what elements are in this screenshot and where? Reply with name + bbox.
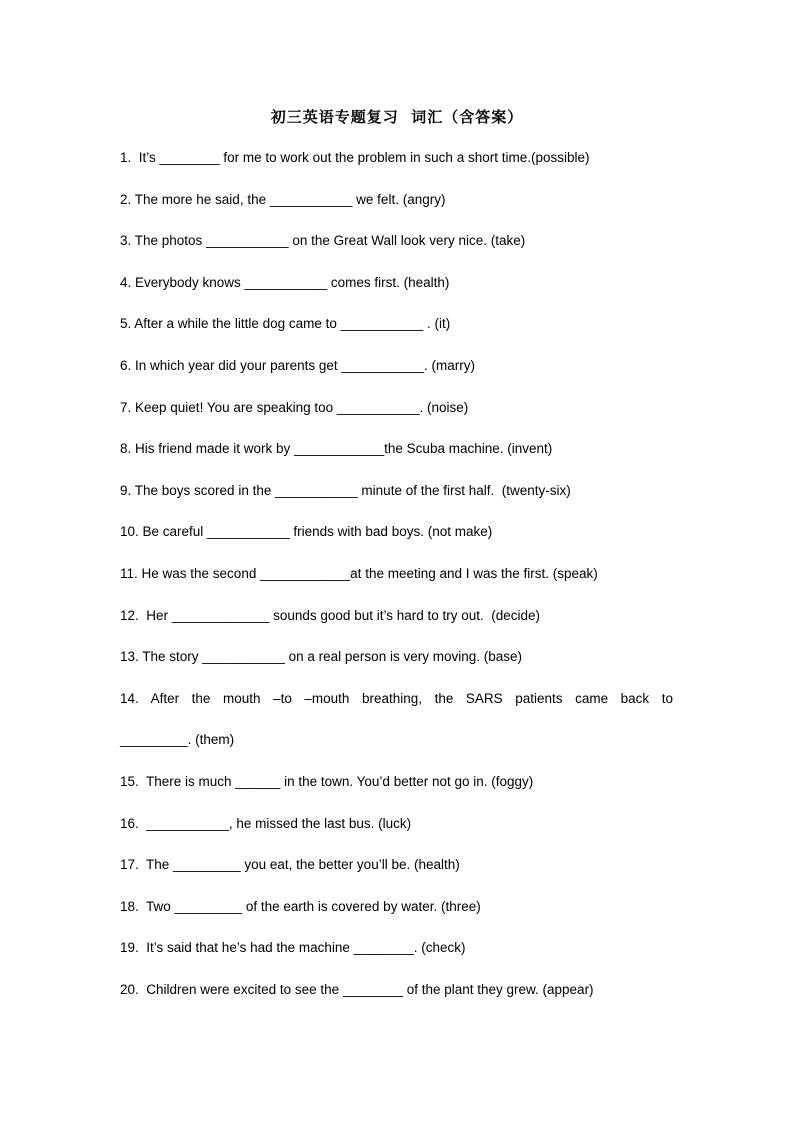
question-9: 9. The boys scored in the ___________ minute of the first half. (twenty-six) (120, 483, 571, 498)
question-2: 2. The more he said, the ___________ we felt. (angry) (120, 192, 446, 207)
page-title: 初三英语专题复习 词汇（含答案） (270, 108, 524, 126)
question-15: 15. There is much ______ in the town. You’d better not go in. (foggy) (120, 774, 534, 789)
question-18: 18. Two _________ of the earth is covered by water. (three) (120, 899, 481, 914)
question-11: 11. He was the second ____________at the meeting and I was the first. (speak) (120, 566, 598, 581)
question-20: 20. Children were excited to see the ________ of the plant they grew. (appear) (120, 982, 594, 997)
question-7: 7. Keep quiet! You are speaking too ___________. (noise) (120, 400, 469, 415)
question-10: 10. Be careful ___________ friends with bad boys. (not make) (120, 524, 493, 539)
question-5: 5. After a while the little dog came to ___________ . (it) (120, 316, 451, 331)
question-17: 17. The _________ you eat, the better you’ll be. (health) (120, 857, 460, 872)
question-14-line-2: _________. (them) (120, 732, 235, 747)
question-12: 12. Her _____________ sounds good but it’s hard to try out. (decide) (120, 608, 541, 623)
question-3: 3. The photos ___________ on the Great Wall look very nice. (take) (120, 233, 526, 248)
question-19: 19. It’s said that he’s had the machine ________. (check) (120, 940, 466, 955)
question-8: 8. His friend made it work by ____________the Scuba machine. (invent) (120, 441, 553, 456)
question-6: 6. In which year did your parents get ___________. (marry) (120, 358, 475, 373)
question-14-line-1: 14. After the mouth –to –mouth breathing, the SARS patients came back to (120, 691, 673, 706)
question-1: 1. It’s ________ for me to work out the problem in such a short time.(possible) (120, 150, 590, 165)
question-16: 16. ___________, he missed the last bus. (luck) (120, 816, 412, 831)
question-4: 4. Everybody knows ___________ comes first. (health) (120, 275, 450, 290)
question-13: 13. The story ___________ on a real person is very moving. (base) (120, 649, 522, 664)
